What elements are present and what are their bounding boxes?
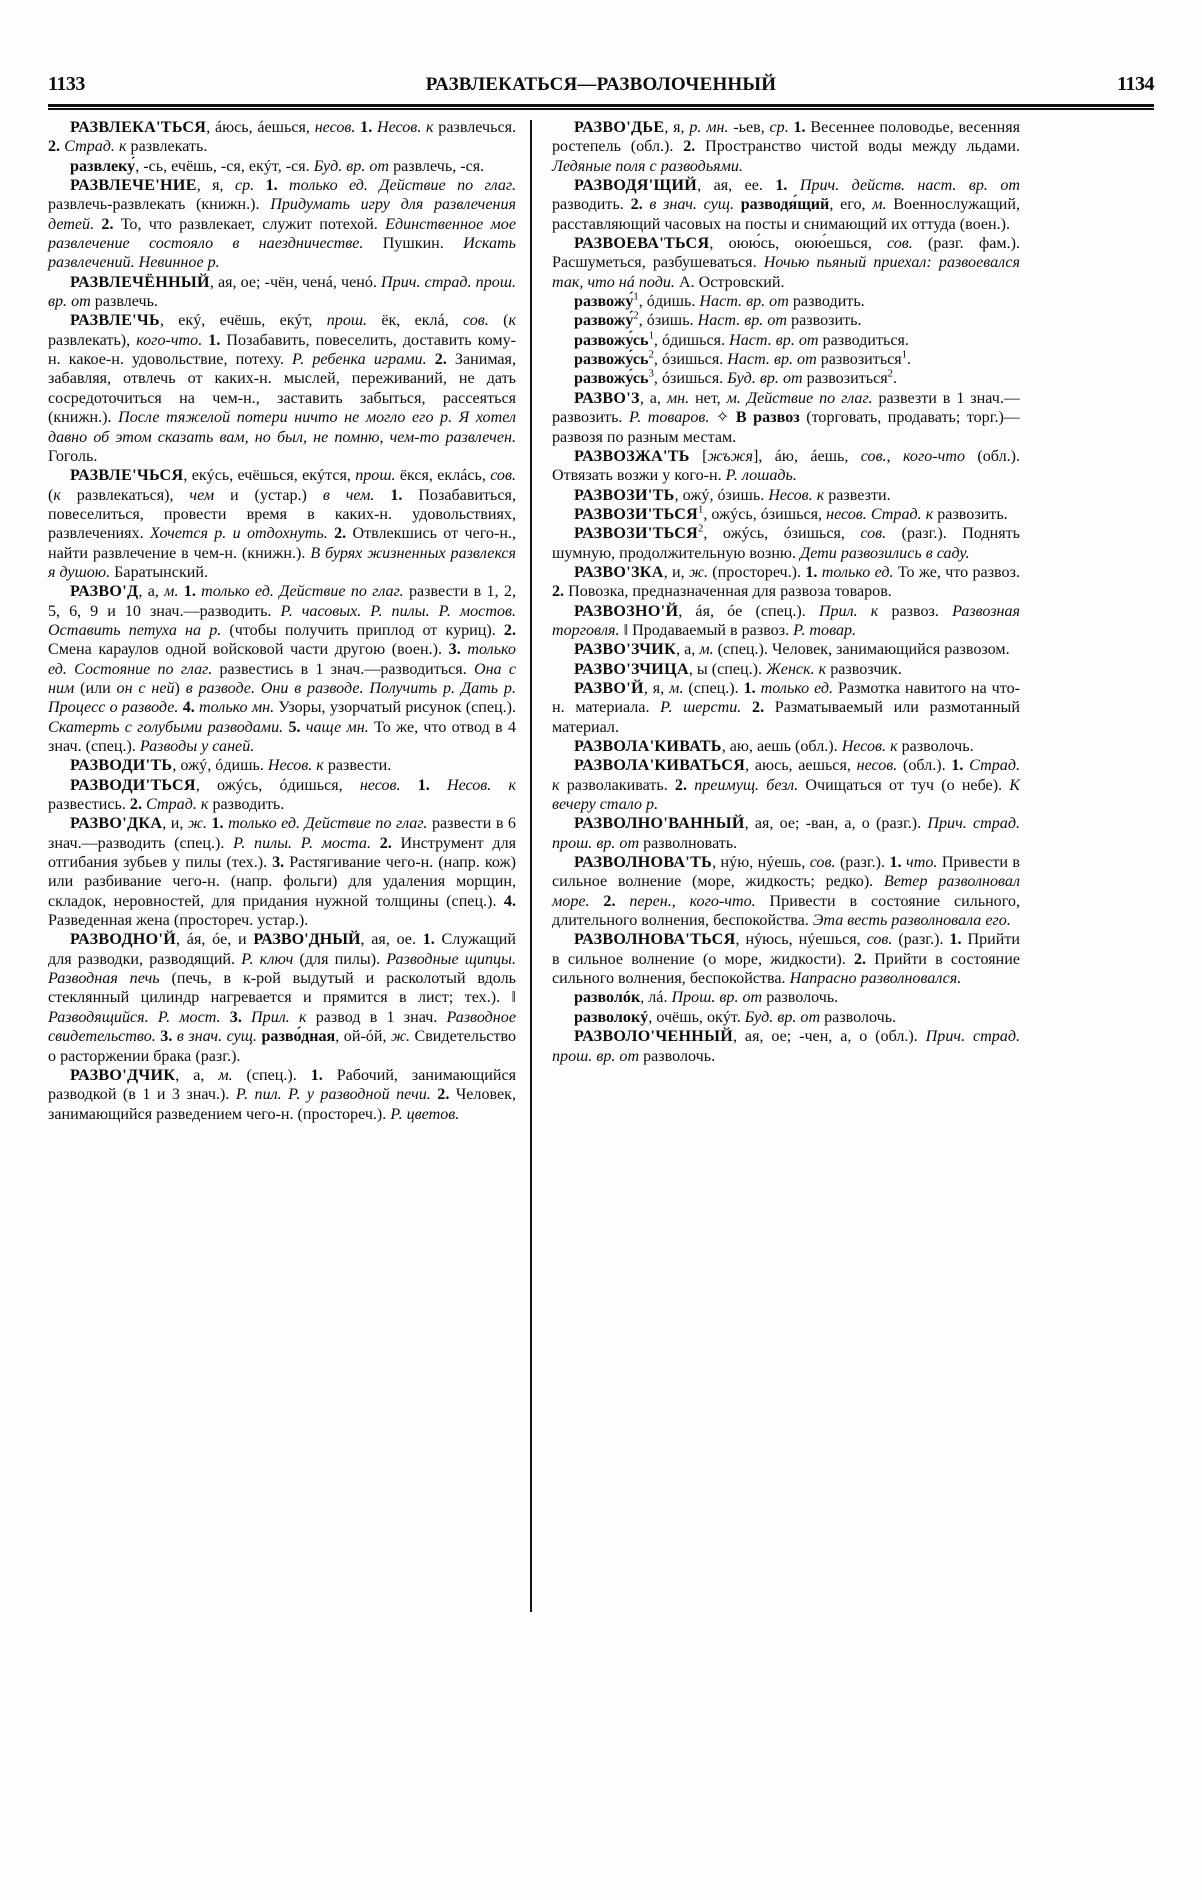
entry-body: , óзишь. Наст. вр. от развозить. <box>638 312 862 330</box>
entry-headword: РАЗВО'З <box>574 389 640 407</box>
entry-headword: РАЗВОЗИ'ТЬСЯ <box>574 505 699 523</box>
entry-body: , нýюсь, нýешься, сов. (разг.). 1. Прийти в сильное волнение (о море, жидкости). 2. Прийти в состояние сильного волнения, беспокойства. Напрасно разволновался. <box>552 931 1020 988</box>
dictionary-entry <box>552 447 1020 486</box>
entry-headword: РАЗВОДНО'Й <box>70 931 177 949</box>
entry-body: , я, р. мн. -ьев, ср. 1. Весеннее половодье, весенняя ростепель (обл.). 2. Пространство чистой воды между льдами. Ледяные поля с разводьями. <box>552 119 1021 175</box>
dictionary-entry <box>552 679 1020 737</box>
dictionary-entry <box>552 930 1020 988</box>
entry-headword: развожу́сь <box>574 351 649 369</box>
entry-body: , -сь, ечёшь, -ся, екýт, -ся. Буд. вр. от развлечь, -ся. <box>135 157 485 175</box>
dictionary-entry <box>552 292 1020 311</box>
entry-body: , óзишься. Буд. вр. от развозиться$^2$. <box>653 369 897 388</box>
entry-headword: РАЗВЛЕЧЁННЫЙ <box>70 273 210 291</box>
entry-headword: РАЗВОЗНО'Й <box>574 602 679 620</box>
dictionary-entry <box>552 988 1020 1007</box>
entry-headword: разволóк <box>574 989 641 1007</box>
entry-body: , ы (спец.). Женск. к развозчик. <box>688 660 902 678</box>
entry-headword: РАЗВО'ЗЧИК <box>574 641 677 659</box>
entry-headword: разволокý <box>574 1008 649 1026</box>
entry-headword: РАЗВОЛНОВА'ТЬСЯ <box>574 931 736 949</box>
entry-body: , óдишь. Наст. вр. от разводить. <box>638 293 865 311</box>
entry-headword: РАЗВОЗЖА'ТЬ <box>574 447 690 465</box>
dictionary-entry <box>552 756 1020 814</box>
running-title: РАЗВЛЕКАТЬСЯ—РАЗВОЛОЧЕННЫЙ <box>425 74 777 95</box>
entry-body: , ая, ое; -чён, ченá, ченó. Прич. страд. прош. вр. от развлечь. <box>48 273 516 311</box>
dictionary-entry <box>552 118 1020 176</box>
entry-headword: РАЗВЛЕЧЕ'НИЕ <box>70 177 197 195</box>
entry-body: , áюсь, áешься, несов. 1. Несов. к развлечься. 2. Страд. к развлекать. <box>48 119 517 156</box>
dictionary-entry <box>552 486 1020 505</box>
entry-body: , ая, ое; -чен, а, о (обл.). Прич. страд. прош. вр. от разволочь. <box>552 1028 1020 1065</box>
entry-body: , екý, ечёшь, екýт, прош. ёк, еклá, сов. (к развлекать), кого-что. 1. Позабавить, повеселить, доставить кому-н. какое-н. удовольствие, потеху. Р. ребенка играми. 2. Занимая, забавляя, отвлечь от каких-н. мыслей, переживаний, не дать сосредоточиться на чем-н., заставить забыться, рассеяться (книжн.). После тяжелой потери ничто не могло его р. Я хотел давно об этом сказать вам, но был, не помню, чем-то развлечен. Гоголь. <box>48 312 516 465</box>
dictionary-entry <box>552 1027 1020 1066</box>
entry-body: , ая, ее. 1. Прич. действ. наст. вр. от разводить. 2. в знач. сущ. разводя́щий, его, м. Военнослужащий, расставляющий часовых на посты и снимающий их оттуда (воен.). <box>552 177 1020 233</box>
dictionary-entry <box>48 814 516 930</box>
entry-body: , а, м. (спец.). 1. Рабочий, занимающийся разводкой (в 1 и 3 знач.). Р. пил. Р. у разводной печи. 2. Человек, занимающийся разведением чего-н. (простореч.). Р. цветов. <box>48 1066 517 1123</box>
dictionary-entry <box>552 350 1020 369</box>
dictionary-entry <box>48 930 516 1065</box>
dictionary-entry <box>48 157 516 176</box>
dictionary-entry <box>552 311 1020 330</box>
dictionary-entry <box>552 524 1020 563</box>
entry-homonym-index: 1 <box>633 291 639 303</box>
entry-headword: развожу́ <box>574 312 634 330</box>
entry-headword: РАЗВЛЕ'ЧЬСЯ <box>70 467 184 485</box>
entry-headword: РАЗВЛЕ'ЧЬ <box>70 312 160 330</box>
entry-body: , ожýсь, óдишься, несов. 1. Несов. к развестись. 2. Страд. к разводить. <box>48 776 516 814</box>
entry-body: , а, мн. нет, м. Действие по глаг. развезти в 1 знач.—развозить. Р. товаров. ✧ В развоз (торговать, продавать; торг.)—развозя по разным местам. <box>552 389 1020 446</box>
entry-headword: РАЗВО'ДЬЕ <box>574 119 665 136</box>
entry-body: , ожý, óдишь. Несов. к развести. <box>172 757 392 775</box>
entry-body: , лá. Прош. вр. от разволочь. <box>640 989 839 1007</box>
entry-headword: РАЗВО'Д <box>70 583 139 601</box>
dictionary-entry <box>552 369 1020 388</box>
dictionary-entry <box>552 234 1020 292</box>
entry-headword: РАЗВОЕВА'ТЬСЯ <box>574 235 710 253</box>
entry-homonym-index: 3 <box>648 369 654 381</box>
folio-left: 1133 <box>48 73 85 95</box>
entry-headword: РАЗВОДЯ'ЩИЙ <box>574 177 698 195</box>
dictionary-entry <box>552 640 1020 659</box>
entry-headword: РАЗВОЗИ'ТЬСЯ <box>574 525 699 543</box>
entry-headword: РАЗВОЛО'ЧЕННЫЙ <box>574 1028 734 1046</box>
column-right <box>532 118 1020 1840</box>
dictionary-entry <box>552 331 1020 350</box>
dictionary-entry <box>552 737 1020 756</box>
entry-body: , óзишься. Наст. вр. от развозиться$^1$. <box>653 349 912 369</box>
entry-headword: развожу́сь <box>574 370 649 388</box>
entry-headword: развлеку́ <box>70 157 136 175</box>
dictionary-entry <box>552 563 1020 602</box>
dictionary-entry <box>48 273 516 312</box>
entry-headword: развожу́сь <box>574 331 649 349</box>
dictionary-entry <box>48 776 516 815</box>
entry-body: , óдишься. Наст. вр. от разводиться. <box>653 331 909 349</box>
entry-headword: РАЗВОЛНОВА'ТЬ <box>574 854 713 872</box>
entry-body: , я, м. (спец.). 1. только ед. Размотка навитого на что-н. материала. Р. шерсти. 2. Разматываемый или размотанный материал. <box>552 679 1020 736</box>
folio-right: 1134 <box>1117 73 1154 95</box>
header-rule <box>48 104 1154 110</box>
dictionary-entry <box>552 1008 1020 1027</box>
entry-body: , ая, ое; -ван, а, о (разг.). Прич. страд. прош. вр. от разволновать. <box>552 815 1021 852</box>
entry-body: , а, м. (спец.). Человек, занимающийся развозом. <box>676 641 1010 659</box>
entry-headword: РАЗВО'ЗКА <box>574 563 664 581</box>
entry-body: , очёшь, окýт. Буд. вр. от разволочь. <box>648 1008 897 1026</box>
entry-body: , а, м. 1. только ед. Действие по глаг. развести в 1, 2, 5, 6, 9 и 10 знач.—разводить. Р. часовых. Р. пилы. Р. мостов. Оставить петуха на р. (чтобы получить приплод от куриц). 2. Смена караулов одной войсковой части другою (воен.). 3. только ед. Состояние по глаг. развестись в 1 знач.—разводиться. Она с ним (или он с ней) в разводе. Они в разводе. Получить р. Дать р. Процесс о разводе. 4. только мн. Узоры, узорчатый рисунок (спец.). Скатерть с голубыми разводами. 5. чаще мн. То же, что отвод в 4 знач. (спец.). Разводы у саней. <box>48 583 516 755</box>
entry-headword: РАЗВОДИ'ТЬСЯ <box>70 776 196 794</box>
entry-body: , аю, аешь (обл.). Несов. к разволочь. <box>721 738 974 755</box>
entry-body: [жъжя], áю, áешь, сов., кого-что (обл.). Отвязать возжи у кого-н. Р. лошадь. <box>552 447 1021 485</box>
dictionary-entry <box>552 176 1020 234</box>
entry-headword: РАЗВОЛА'КИВАТЬСЯ <box>574 757 746 775</box>
dictionary-entry <box>48 1066 516 1124</box>
running-head <box>48 62 1154 96</box>
entry-body: , и, ж. 1. только ед. Действие по глаг. развести в 6 знач.—разводить (спец.). Р. пилы. Р. моста. 2. Инструмент для отгибания зубьев у пилы (тех.). 3. Растягивание чего-н. (напр. кож) или разбивание чего-н. (напр. фольги) для удаления морщин, складок, неровностей, для придания нужной толщины (спец.). 4. Разведенная жена (простореч. устар.). <box>48 815 517 930</box>
entry-homonym-index: 1 <box>698 504 704 516</box>
dictionary-entry <box>552 602 1020 641</box>
entry-body: , áя, óе, и РАЗВО'ДНЫЙ, ая, ое. 1. Служащий для разводки, разводящий. Р. ключ (для пилы). Разводные щипцы. Разводная печь (печь, в к-рой выдутый и расколотый вдоль стеклянный цилиндр нагревается и прямится в лист; тех.). ‖ Разводящийся. Р. мост. 3. Прил. к развод в 1 знач. Разводное свидетельство. 3. в знач. сущ. разво́дная, ой-óй, ж. Свидетельство о расторжении брака (разг.). <box>48 931 517 1065</box>
entry-body: , ожýсь, óзишься, несов. Страд. к развозить. <box>703 505 1008 523</box>
dictionary-entry <box>48 756 516 775</box>
entry-homonym-index: 1 <box>648 330 654 342</box>
entry-headword: РАЗВОЛА'КИВАТЬ <box>574 738 722 755</box>
entry-headword: РАЗВО'ДКА <box>70 815 163 833</box>
dictionary-entry <box>552 389 1020 447</box>
entry-headword: РАЗВОЗИ'ТЬ <box>574 486 675 504</box>
dictionary-entry <box>48 118 516 157</box>
dictionary-entry <box>552 853 1020 930</box>
dictionary-entry <box>48 311 516 466</box>
dictionary-entry <box>48 582 516 756</box>
column-left <box>48 118 530 1840</box>
entry-body: , я, ср. 1. только ед. Действие по глаг. развлечь-развлекать (книжн.). Придумать игру для развлечения детей. 2. То, что развлекает, служит потехой. Единственное мое развлечение состояло в наездничестве. Пушкин. Искать развлечений. Невинное р. <box>48 177 516 272</box>
entry-body: , нýю, нýешь, сов. (разг.). 1. что. Привести в сильное волнение (море, жидкость; редко). Ветер разволновал море. 2. перен., кого-что. Привести в состояние сильного, длительного волнения, беспокойства. Эта весть разволновала его. <box>552 854 1021 930</box>
entry-headword: РАЗВОДИ'ТЬ <box>70 757 173 775</box>
entry-headword: РАЗВОЛНО'ВАННЫЙ <box>574 815 745 833</box>
dictionary-entry <box>48 176 516 273</box>
entry-homonym-index: 2 <box>698 523 704 535</box>
entry-body: , áя, óе (спец.). Прил. к развоз. Развозная торговля. ‖ Продаваемый в развоз. Р. товар. <box>552 602 1021 639</box>
entry-body: , екýсь, ечёшься, екýтся, прош. ёкся, еклáсь, сов. (к развлекаться), чем и (устар.) в чем. 1. Позабавиться, повеселиться, провести время в каких-н. удовольствиях, развлечениях. Хочется р. и отдохнуть. 2. Отвлекшись от чего-н., найти развлечение в чем-н. (книжн.). В бурях жизненных развлекся я душою. Баратынский. <box>48 467 516 581</box>
entry-body: , и, ж. (простореч.). 1. только ед. То же, что развоз. 2. Повозка, предназначенная для развоза товаров. <box>552 563 1020 601</box>
text-columns <box>48 118 1154 1840</box>
entry-body: , ожý, óзишь. Несов. к развезти. <box>674 486 891 504</box>
dictionary-entry <box>552 814 1020 853</box>
entry-headword: РАЗВО'ЗЧИЦА <box>574 660 689 678</box>
dictionary-entry <box>552 660 1020 679</box>
entry-body: , оюю́сь, оюю́ешься, сов. (разг. фам.). Расшуметься, разбушеваться. Ночью пьяный приехал: развоевался так, что нá поди. А. Островский. <box>552 235 1020 291</box>
dictionary-entry <box>48 466 516 582</box>
entry-headword: РАЗВЛЕКА'ТЬСЯ <box>70 119 207 136</box>
entry-headword: развожу́ <box>574 293 634 311</box>
entry-body: , аюсь, аешься, несов. (обл.). 1. Страд. к разволакивать. 2. преимущ. безл. Очищаться от туч (о небе). К вечеру стало р. <box>552 757 1021 814</box>
entry-headword: РАЗВО'ДЧИК <box>70 1066 176 1084</box>
entry-headword: РАЗВО'Й <box>574 679 644 697</box>
dictionary-entry <box>552 505 1020 524</box>
entry-body: , ожýсь, óзишься, сов. (разг.). Поднять шумную, продолжительную возню. Дети развозились в саду. <box>552 525 1020 562</box>
entry-homonym-index: 2 <box>633 311 639 323</box>
entry-homonym-index: 2 <box>648 349 654 361</box>
